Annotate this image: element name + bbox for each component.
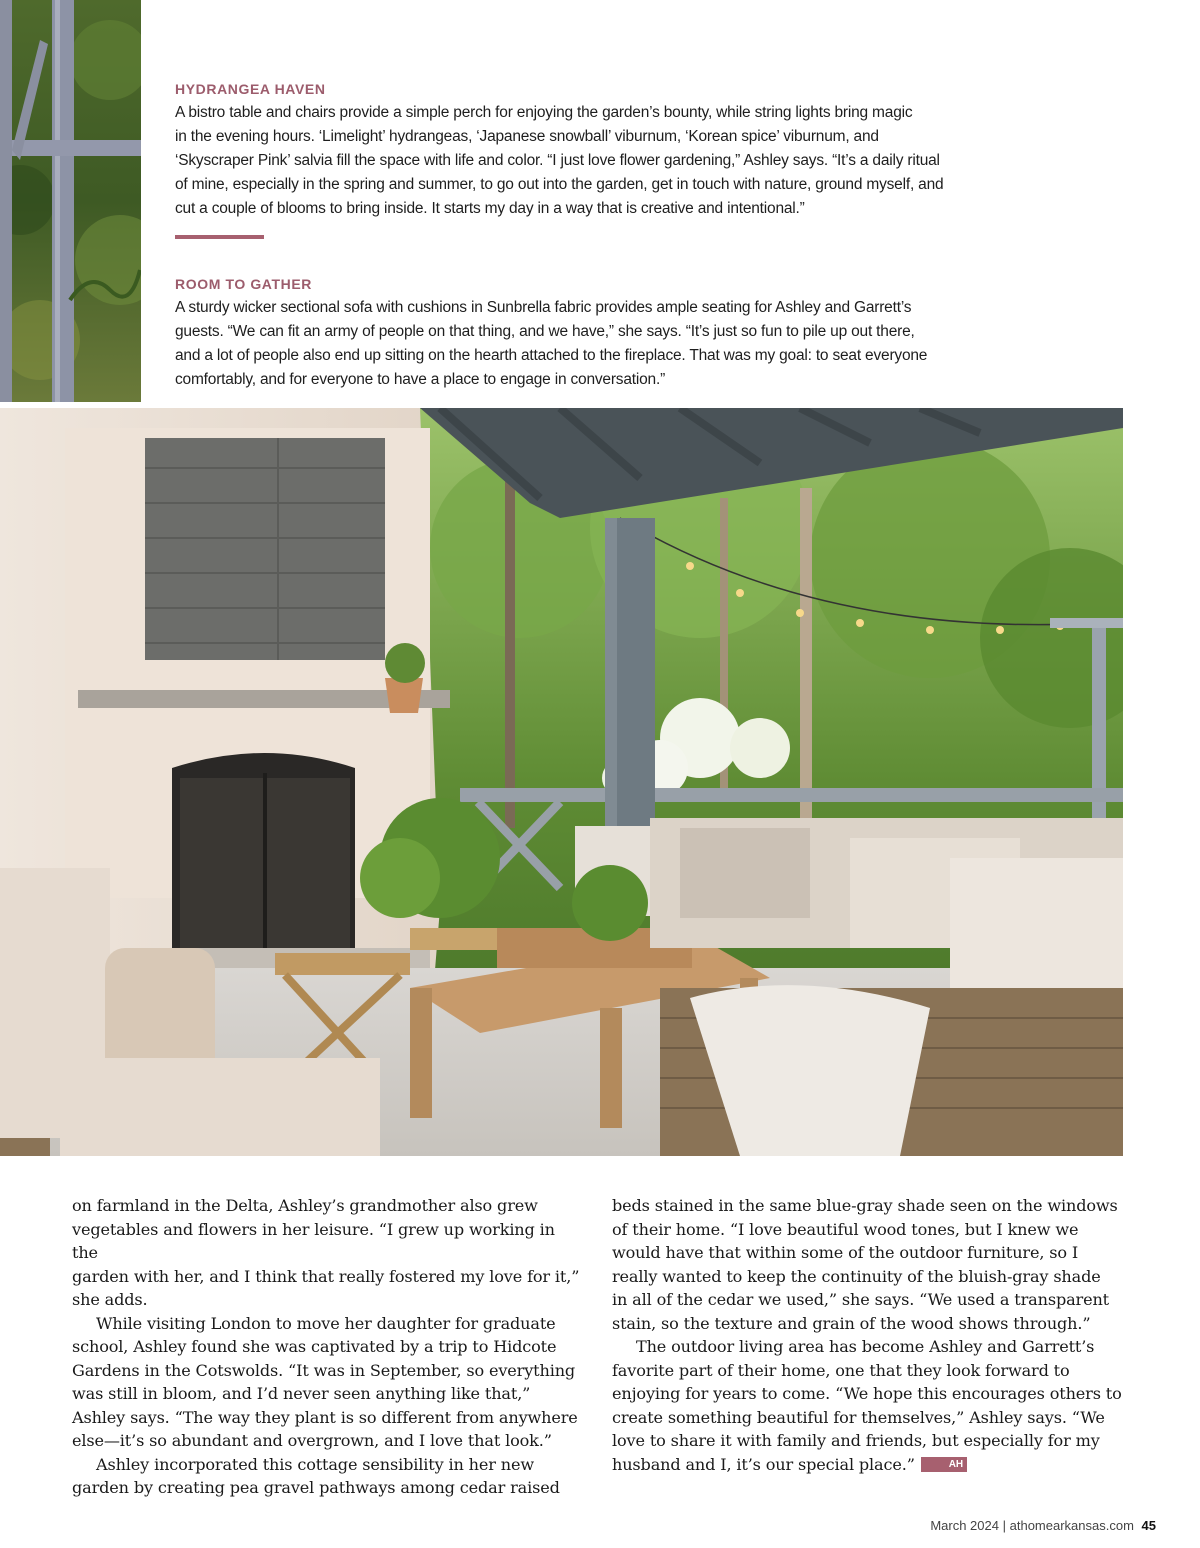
body-line: beds stained in the same blue-gray shade seen on the windows [612, 1196, 1118, 1215]
body-column-left [72, 1194, 584, 1500]
body-paragraph [72, 1194, 584, 1312]
body-line: The outdoor living area has become Ashley and Garrett’s [636, 1337, 1095, 1356]
sidebar-hydrangea-haven [175, 80, 1005, 221]
body-line: on farmland in the Delta, Ashley’s grandmother also grew [72, 1196, 538, 1215]
footer-separator: | [1002, 1518, 1006, 1533]
sidebar-caption [175, 296, 1005, 392]
body-paragraph [72, 1312, 584, 1453]
caption-line: of mine, especially in the spring and summer, to go out into the garden, get in touch with nature, ground myself, and [175, 176, 944, 193]
sidebar-heading: ROOM TO GATHER [175, 276, 312, 292]
body-line: of their home. “I love beautiful wood tones, but I knew we [612, 1219, 1079, 1239]
end-mark-badge: AH [921, 1457, 967, 1472]
body-column-right [612, 1194, 1127, 1476]
caption-line: comfortably, and for everyone to have a place to engage in conversation.” [175, 371, 666, 388]
body-line: garden with her, and I think that really fostered my love for it,” [72, 1266, 580, 1286]
caption-line: in the evening hours. ‘Limelight’ hydrangeas, ‘Japanese snowball’ viburnum, ‘Korean spice’ viburnum, and [175, 128, 879, 145]
caption-line: cut a couple of blooms to bring inside. It starts my day in a way that is creative and intentional.” [175, 200, 805, 217]
body-line: Ashley incorporated this cottage sensibility in her new [96, 1454, 534, 1474]
sidebar-caption [175, 101, 1005, 221]
body-line: husband and I, it’s our special place.” [612, 1454, 915, 1474]
caption-line: A sturdy wicker sectional sofa with cushions in Sunbrella fabric provides ample seating for Ashley and Garrett’s [175, 299, 912, 316]
body-line: While visiting London to move her daughter for graduate [96, 1313, 556, 1333]
body-line: school, Ashley found she was captivated by a trip to Hidcote [72, 1337, 557, 1356]
body-paragraph [612, 1335, 1127, 1476]
caption-line: guests. “We can fit an army of people on that thing, and we have,” she says. “It’s just so fun to pile up out there, [175, 323, 915, 340]
body-line: vegetables and flowers in her leisure. “I grew up working in the [72, 1219, 555, 1262]
body-line: really wanted to keep the continuity of the bluish-gray shade [612, 1266, 1101, 1286]
body-line: stain, so the texture and grain of the wood shows through.” [612, 1313, 1091, 1333]
body-paragraph [612, 1194, 1127, 1335]
body-line: would have that within some of the outdoor furniture, so I [612, 1243, 1079, 1262]
sidebar-heading: HYDRANGEA HAVEN [175, 81, 326, 97]
body-line: love to share it with family and friends, but especially for my [612, 1431, 1100, 1450]
body-line: Gardens in the Cotswolds. “It was in September, so everything [72, 1360, 576, 1380]
body-line: favorite part of their home, one that they look forward to [612, 1360, 1070, 1380]
footer-issue: March 2024 [930, 1518, 999, 1533]
sidebar-room-to-gather [175, 275, 1005, 392]
page-number: 45 [1141, 1518, 1156, 1533]
body-paragraph [72, 1453, 584, 1500]
body-line: was still in bloom, and I’d never seen anything like that,” [72, 1384, 531, 1403]
footer-site-link[interactable]: athomearkansas.com [1009, 1518, 1134, 1533]
caption-line: A bistro table and chairs provide a simple perch for enjoying the garden’s bounty, while string lights bring magic [175, 104, 913, 121]
page-footer [930, 1518, 1156, 1533]
pergola-photo [0, 0, 141, 402]
body-line: Ashley says. “The way they plant is so different from anywhere [72, 1407, 578, 1427]
body-line: garden by creating pea gravel pathways among cedar raised [72, 1478, 560, 1497]
body-line: in all of the cedar we used,” she says. “We used a transparent [612, 1290, 1109, 1309]
body-line: enjoying for years to come. “We hope this encourages others to [612, 1384, 1122, 1403]
caption-line: and a lot of people also end up sitting on the hearth attached to the fireplace. That was my goal: to seat everyone [175, 347, 928, 364]
section-divider [175, 235, 264, 239]
body-line: else—it’s so abundant and overgrown, and I love that look.” [72, 1431, 552, 1450]
patio-photo [0, 408, 1123, 1156]
caption-line: ‘Skyscraper Pink’ salvia fill the space with life and color. “I just love flower gardening,” Ashley says. “It’s a daily ritual [175, 152, 940, 169]
body-line: she adds. [72, 1290, 148, 1309]
body-line: create something beautiful for themselves,” Ashley says. “We [612, 1407, 1105, 1427]
